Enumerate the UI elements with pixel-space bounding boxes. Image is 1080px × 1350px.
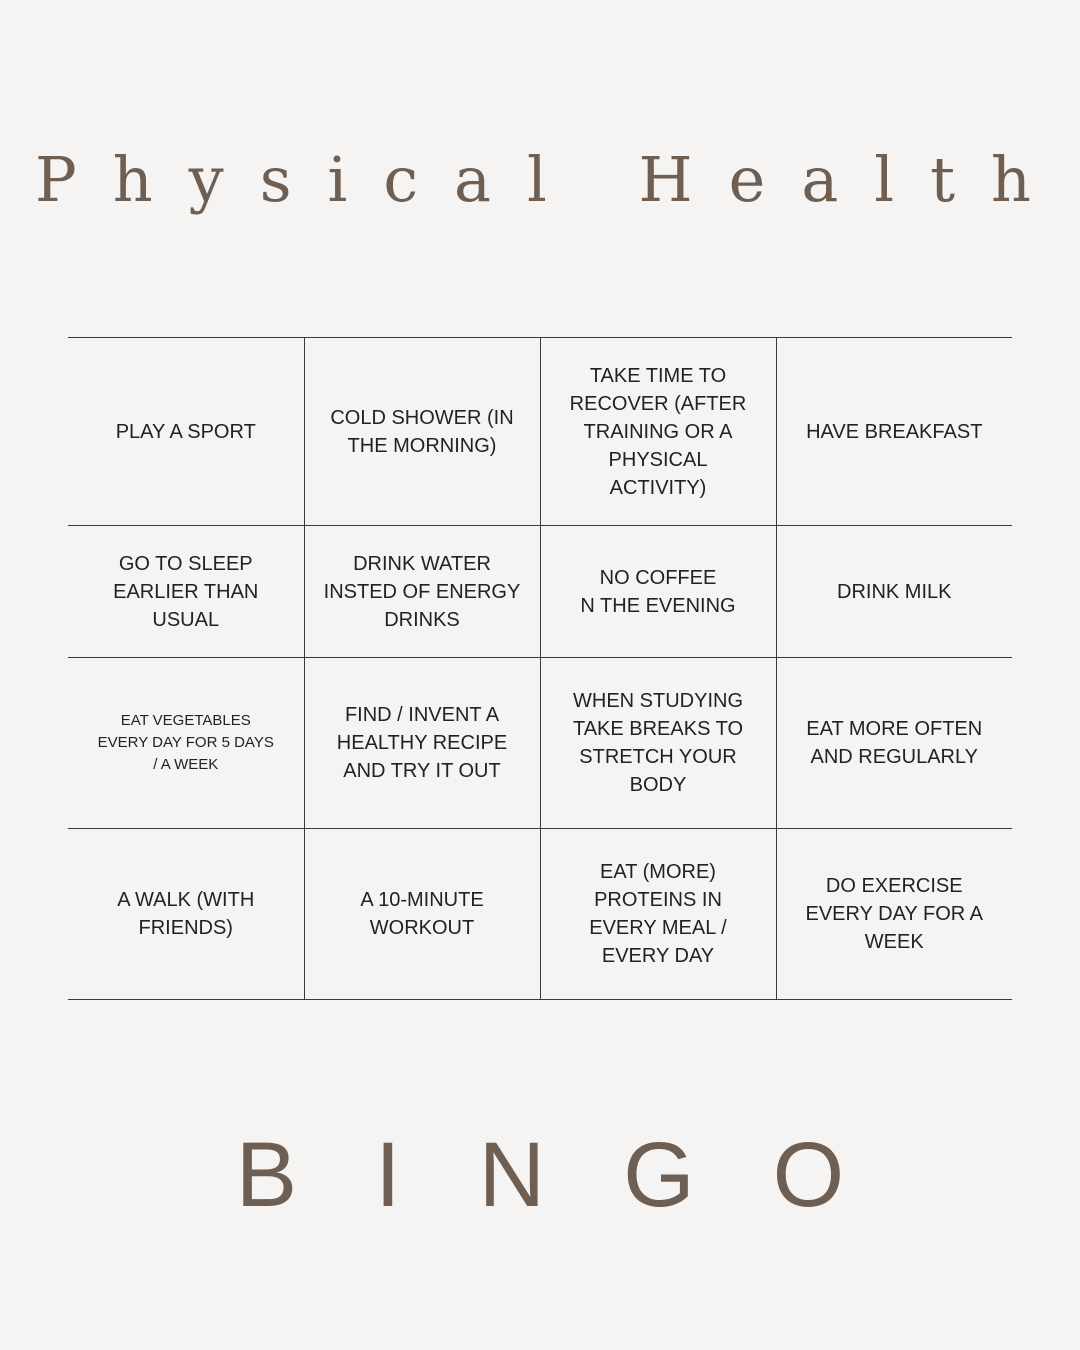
bingo-cell: DRINK MILK [776,526,1012,658]
bingo-cell: FIND / INVENT A HEALTHY RECIPE AND TRY IT OUT [304,658,540,829]
bingo-cell: NO COFFEE N THE EVENING [540,526,776,658]
bingo-cell: COLD SHOWER (IN THE MORNING) [304,338,540,526]
bingo-cell: PLAY A SPORT [68,338,304,526]
bingo-cell: EAT MORE OFTEN AND REGULARLY [776,658,1012,829]
bingo-cell: HAVE BREAKFAST [776,338,1012,526]
bingo-cell: A WALK (WITH FRIENDS) [68,829,304,1000]
bingo-cell: DO EXERCISE EVERY DAY FOR A WEEK [776,829,1012,1000]
bingo-cell: GO TO SLEEP EARLIER THAN USUAL [68,526,304,658]
bingo-cell: EAT VEGETABLES EVERY DAY FOR 5 DAYS / A WEEK [68,658,304,829]
board-row [68,658,1012,829]
bingo-cell: EAT (MORE) PROTEINS IN EVERY MEAL / EVERY DAY [540,829,776,1000]
bingo-board [68,337,1012,1000]
bingo-heading: BINGO [235,1124,923,1226]
page-title: Physical Health [35,143,1067,216]
board-row [68,526,1012,658]
board-row [68,829,1012,1000]
bingo-cell: DRINK WATER INSTED OF ENERGY DRINKS [304,526,540,658]
bingo-cell: A 10-MINUTE WORKOUT [304,829,540,1000]
bingo-cell: TAKE TIME TO RECOVER (AFTER TRAINING OR A PHYSICAL ACTIVITY) [540,338,776,526]
board-row [68,338,1012,526]
bingo-cell: WHEN STUDYING TAKE BREAKS TO STRETCH YOUR BODY [540,658,776,829]
